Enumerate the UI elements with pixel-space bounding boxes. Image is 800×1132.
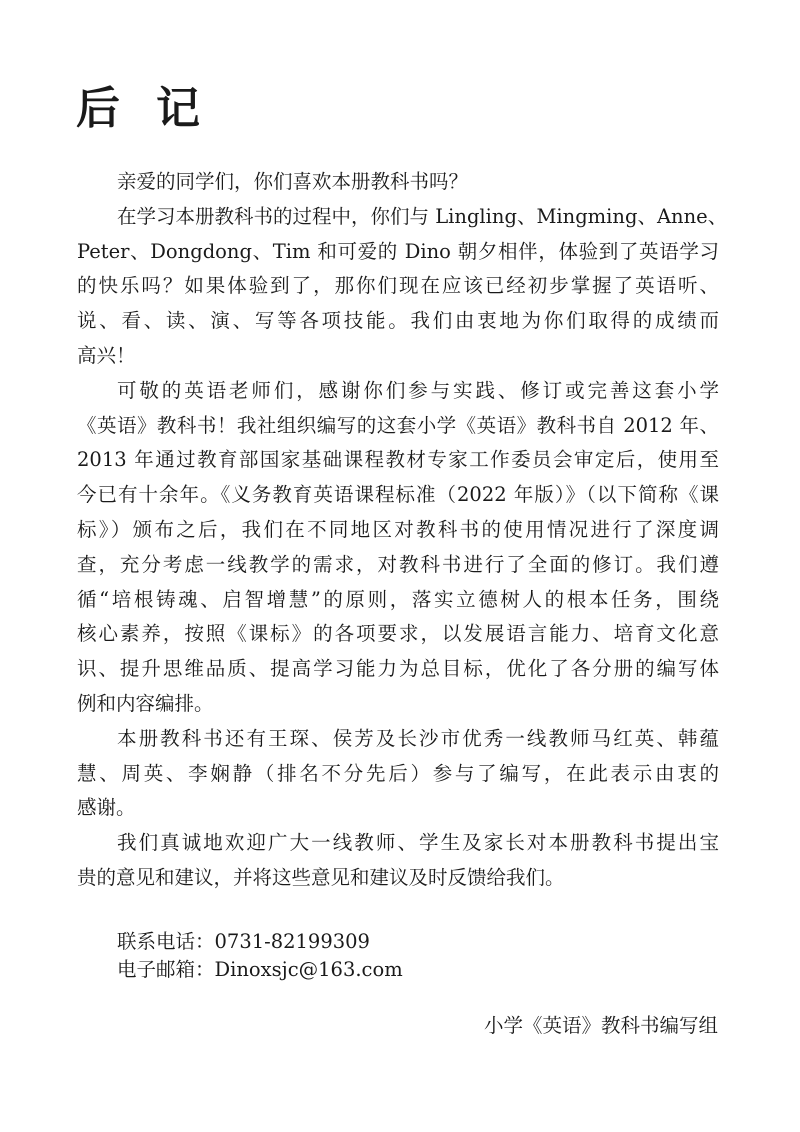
paragraph-line: 亲爱的同学们，你们喜欢本册教科书吗？ (117, 170, 469, 193)
paragraph-line: 例和内容编排。 (77, 691, 214, 715)
paragraph-line: 标》）颁布之后，我们在不同地区对教科书的使用情况进行了深度调 (77, 517, 719, 541)
contact-info (117, 928, 403, 984)
paragraph-line: 今已有十余年。《义务教育英语课程标准（2022 年版）》（以下简称《课 (77, 483, 719, 507)
contact-email: 电子邮箱：Dinoxsjc@163.com (117, 958, 403, 981)
signature: 小学《英语》教科书编写组 (483, 1014, 718, 1037)
contact-phone: 联系电话：0731-82199309 (117, 930, 370, 953)
paragraph-line: 《英语》教科书！我社组织编写的这套小学《英语》教科书自 2012 年、 (77, 413, 719, 437)
paragraph-line: 的快乐吗？如果体验到了，那你们现在应该已经初步掌握了英语听、 (77, 274, 719, 298)
paragraph-line: 贵的意见和建议，并将这些意见和建议及时反馈给我们。 (77, 865, 565, 889)
paragraph-line: 识、提升思维品质、提高学习能力为总目标，优化了各分册的编写体 (77, 657, 719, 681)
afterword-body (77, 165, 728, 896)
paragraph-line: 高兴！ (77, 343, 136, 367)
paragraph-line: 说、看、读、演、写等各项技能。我们由衷地为你们取得的成绩而 (77, 309, 719, 333)
paragraph-line: 查，充分考虑一线教学的需求，对教科书进行了全面的修订。我们遵 (77, 552, 719, 576)
paragraph-line: Peter、Dongdong、Tim 和可爱的 Dino 朝夕相伴，体验到了英语学习 (77, 239, 719, 263)
paragraph-line: 在学习本册教科书的过程中，你们与 Lingling、Mingming、Anne、 (117, 204, 728, 228)
paragraph-line: 核心素养，按照《课标》的各项要求，以发展语言能力、培育文化意 (77, 622, 719, 646)
paragraph-line: 本册教科书还有王琛、侯芳及长沙市优秀一线教师马红英、韩蕴 (117, 726, 719, 750)
paragraph (77, 165, 719, 200)
paragraph-line: 2013 年通过教育部国家基础课程教材专家工作委员会审定后，使用至 (77, 448, 719, 472)
paragraph-line: 我们真诚地欢迎广大一线教师、学生及家长对本册教科书提出宝 (117, 831, 719, 855)
paragraph-line: 感谢。 (77, 796, 136, 820)
paragraph (77, 722, 719, 826)
paragraph-line: 可敬的英语老师们，感谢你们参与实践、修订或完善这套小学 (117, 378, 719, 402)
paragraph (77, 200, 728, 374)
paragraph (77, 374, 719, 722)
paragraph (77, 826, 719, 896)
page-title: 后记 (76, 83, 236, 134)
paragraph-line: 慧、周英、李娴静（排名不分先后）参与了编写，在此表示由衷的 (77, 761, 719, 785)
paragraph-line: 循“培根铸魂、启智增慧”的原则，落实立德树人的根本任务，围绕 (77, 587, 719, 611)
